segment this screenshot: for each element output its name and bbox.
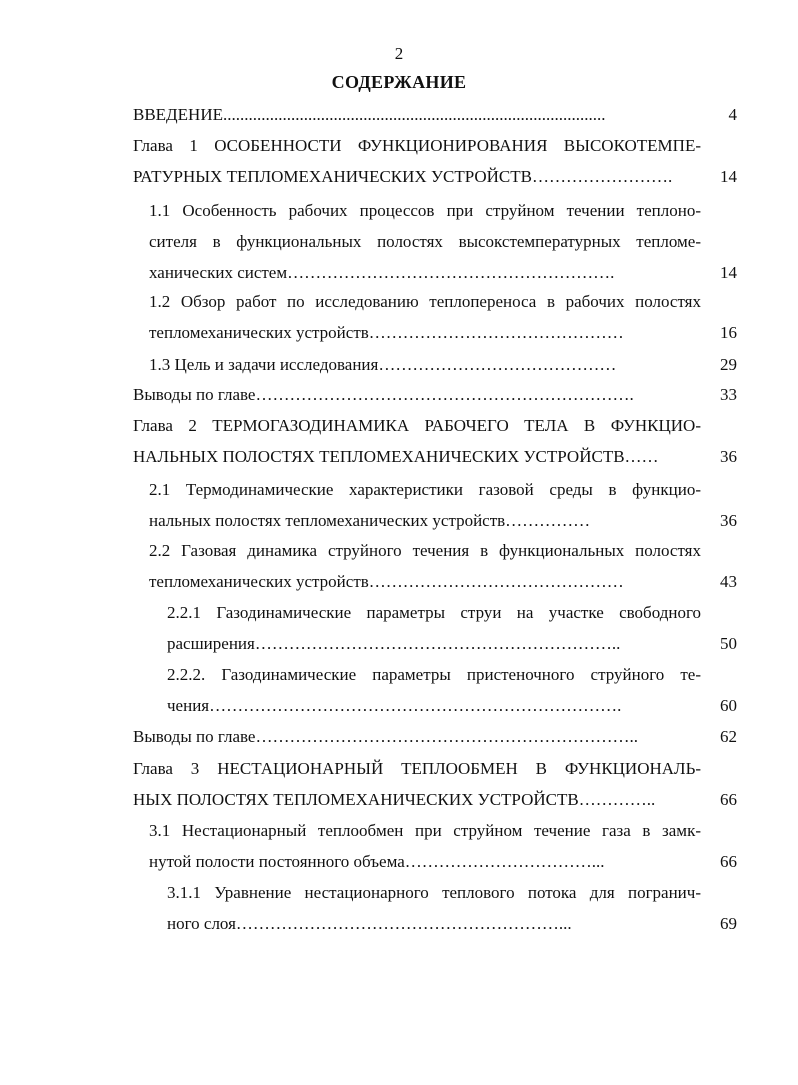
toc-line: чения………………………………………………………………. <box>167 696 622 715</box>
toc-page-number: 36 <box>720 447 737 466</box>
toc-page-number: 50 <box>720 634 737 653</box>
toc-page-number: 43 <box>720 572 737 591</box>
toc-page-number: 29 <box>720 355 737 374</box>
toc-line: Выводы по главе………………………………………………………….. <box>133 727 638 746</box>
toc-page-number: 14 <box>720 263 737 282</box>
toc-line: НАЛЬНЫХ ПОЛОСТЯХ ТЕПЛОМЕХАНИЧЕСКИХ УСТРОЙСТВ…… <box>133 447 659 466</box>
toc-line: 2.1 Термодинамические характеристики газовой среды в функцио- <box>149 480 701 499</box>
toc-page-number: 60 <box>720 696 737 715</box>
toc-line: 1.2 Обзор работ по исследованию теплопереноса в рабочих полостях <box>149 292 701 311</box>
toc-line: тепломеханических устройств……………………………………… <box>149 323 624 342</box>
toc-line: Глава 2 ТЕРМОГАЗОДИНАМИКА РАБОЧЕГО ТЕЛА В ФУНКЦИО- <box>133 416 701 435</box>
toc-page-number: 66 <box>720 852 737 871</box>
toc-line: 3.1.1 Уравнение нестационарного теплового потока для погранич- <box>167 883 701 902</box>
toc-line: 2.2 Газовая динамика струйного течения в функциональных полостях <box>149 541 701 560</box>
toc-line: 2.2.2. Газодинамические параметры пристеночного струйного те- <box>167 665 701 684</box>
toc-line: расширения……………………………………………………….. <box>167 634 621 653</box>
toc-page-number: 33 <box>720 385 737 404</box>
toc-line: 1.1 Особенность рабочих процессов при струйном течении теплоно- <box>149 201 701 220</box>
toc-page-number: 36 <box>720 511 737 530</box>
page-number: 2 <box>394 44 404 63</box>
toc-line: Глава 1 ОСОБЕННОСТИ ФУНКЦИОНИРОВАНИЯ ВЫСОКОТЕМПЕ- <box>133 136 701 155</box>
toc-line: ВВЕДЕНИЕ.......................................................................................... <box>133 105 606 124</box>
toc-line: РАТУРНЫХ ТЕПЛОМЕХАНИЧЕСКИХ УСТРОЙСТВ……………………. <box>133 167 673 186</box>
toc-page-number: 69 <box>720 914 737 933</box>
toc-line: Глава 3 НЕСТАЦИОНАРНЫЙ ТЕПЛООБМЕН В ФУНКЦИОНАЛЬ- <box>133 759 701 778</box>
toc-title: СОДЕРЖАНИЕ <box>331 72 467 92</box>
toc-line: нальных полостях тепломеханических устройств…………… <box>149 511 591 530</box>
toc-line: сителя в функциональных полостях высокстемпературных тепломе- <box>149 232 701 251</box>
toc-line: ханических систем…………………………………………………. <box>149 263 615 282</box>
toc-line: 2.2.1 Газодинамические параметры струи на участке свободного <box>167 603 701 622</box>
toc-page-number: 66 <box>720 790 737 809</box>
toc-line: тепломеханических устройств……………………………………… <box>149 572 624 591</box>
toc-line: НЫХ ПОЛОСТЯХ ТЕПЛОМЕХАНИЧЕСКИХ УСТРОЙСТВ………….. <box>133 790 656 809</box>
toc-line: 3.1 Нестационарный теплообмен при струйном течение газа в замк- <box>149 821 701 840</box>
toc-line: Выводы по главе…………………………………………………………. <box>133 385 634 404</box>
toc-page-number: 16 <box>720 323 737 342</box>
toc-page-number: 14 <box>720 167 737 186</box>
toc-line: 1.3 Цель и задачи исследования…………………………………… <box>149 355 617 374</box>
toc-page-number: 4 <box>728 105 737 124</box>
toc-page-number: 62 <box>720 727 737 746</box>
toc-line: нутой полости постоянного объема……………………………... <box>149 852 605 871</box>
toc-line: ного слоя…………………………………………………... <box>167 914 572 933</box>
